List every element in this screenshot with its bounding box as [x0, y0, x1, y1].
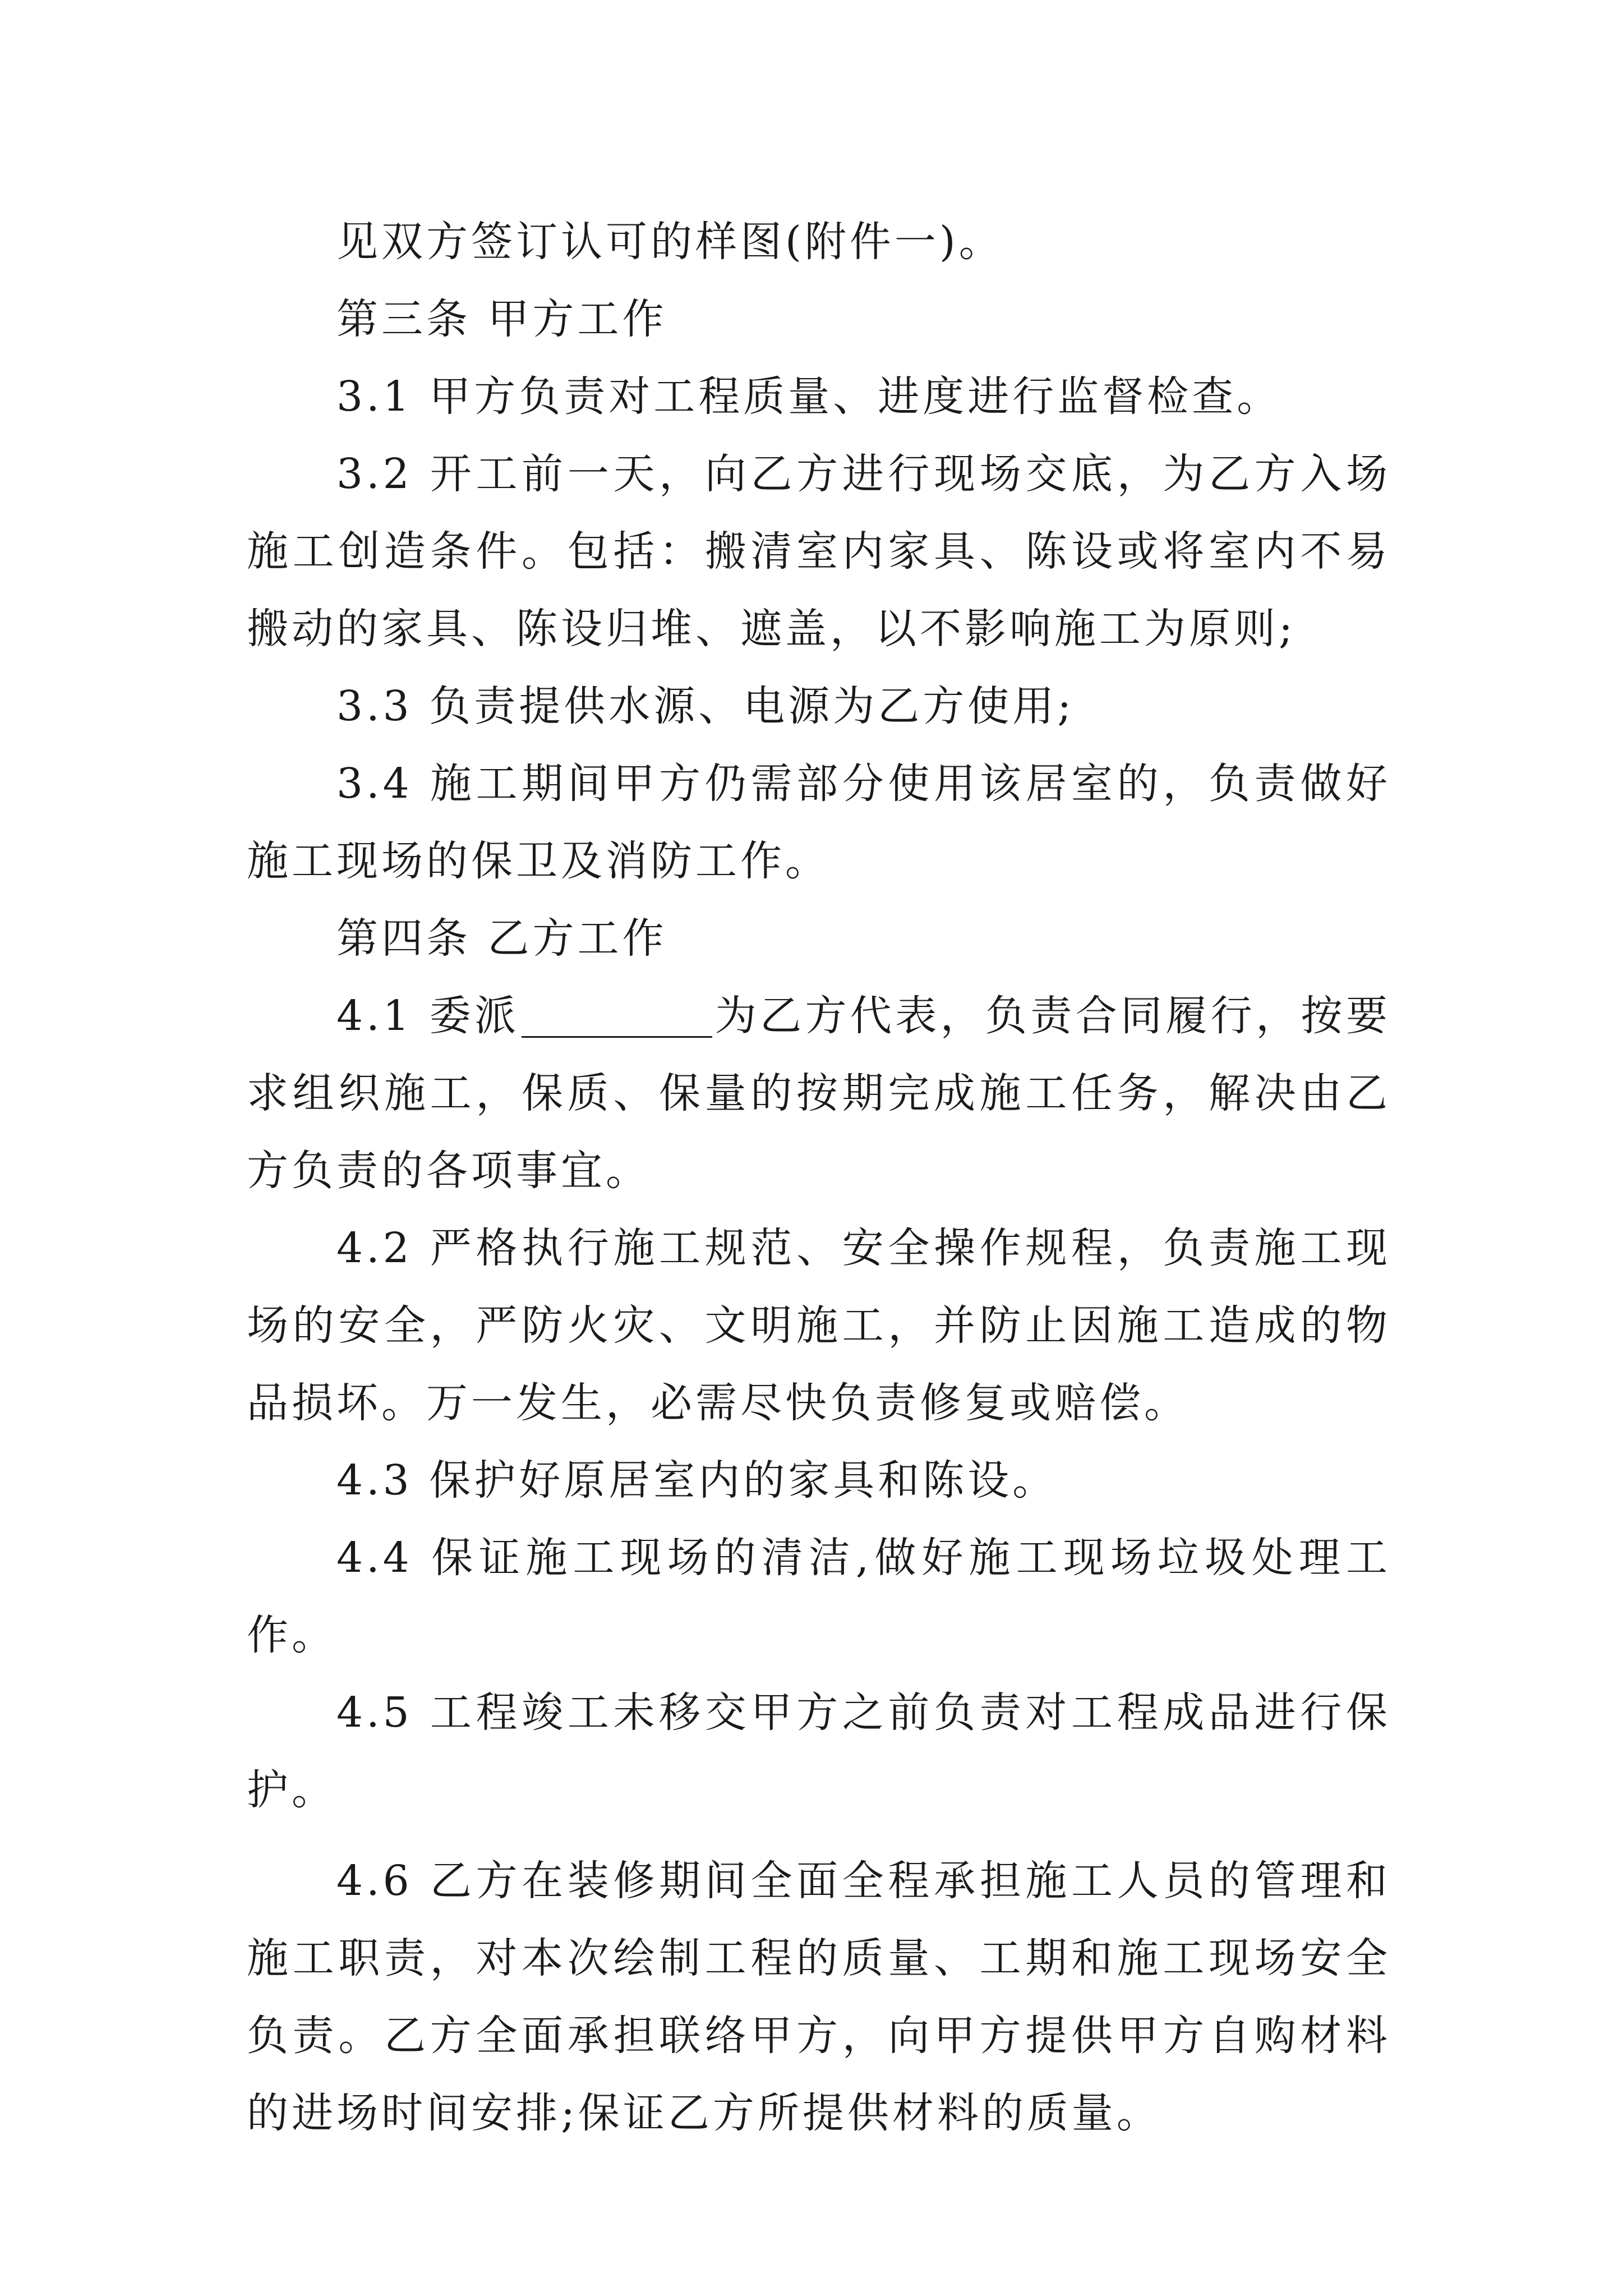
section-heading-article-4: 第四条 乙方工作 — [336, 914, 667, 963]
clause-4-1-lead: 4.1 委派 — [336, 992, 520, 1040]
clause-3-2: 3.2 开工前一天，向乙方进行现场交底，为乙方入场施工创造条件。包括：搬清室内家具、陈设或将室内不易搬动的家具、陈设归堆、遮盖，以不影响施工为原则; — [247, 450, 1391, 653]
clause-3-1: 3.1 甲方负责对工程质量、进度进行监督检查。 — [336, 372, 1282, 421]
clause-3-3: 3.3 负责提供水源、电源为乙方使用; — [336, 682, 1075, 730]
paragraph-sample-drawing: 见双方签订认可的样图(附件一)。 — [336, 218, 1004, 266]
clause-4-1 — [247, 977, 1391, 1209]
clause-3-4: 3.4 施工期间甲方仍需部分使用该居室的，负责做好施工现场的保卫及消防工作。 — [247, 760, 1391, 885]
clause-4-5: 4.5 工程竣工未移交甲方之前负责对工程成品进行保护。 — [247, 1688, 1391, 1814]
clause-4-3: 4.3 保护好原居室内的家具和陈设。 — [336, 1456, 1058, 1504]
document-body — [247, 203, 1391, 2152]
clause-4-6: 4.6 乙方在装修期间全面全程承担施工人员的管理和施工职责，对本次绘制工程的质量、工期和施工现场安全负责。乙方全面承担联络甲方，向甲方提供甲方自购材料的进场时间安排;保证乙方所提供材料的质量。 — [247, 1857, 1391, 2137]
clause-4-2: 4.2 严格执行施工规范、安全操作规程，负责施工现场的安全，严防火灾、文明施工，并防止因施工造成的物品损坏。万一发生，必需尽快负责修复或赔偿。 — [247, 1224, 1391, 1427]
clause-4-4: 4.4 保证施工现场的清洁,做好施工现场垃圾处理工作。 — [247, 1534, 1391, 1659]
section-heading-article-3: 第三条 甲方工作 — [336, 295, 667, 343]
clause-4-1-rest: 为乙方代表，负责合同履行，按要求组织施工，保质、保量的按期完成施工任务，解决由乙方负责的各项事宜。 — [247, 992, 1391, 1195]
representative-blank-line — [522, 995, 712, 1038]
